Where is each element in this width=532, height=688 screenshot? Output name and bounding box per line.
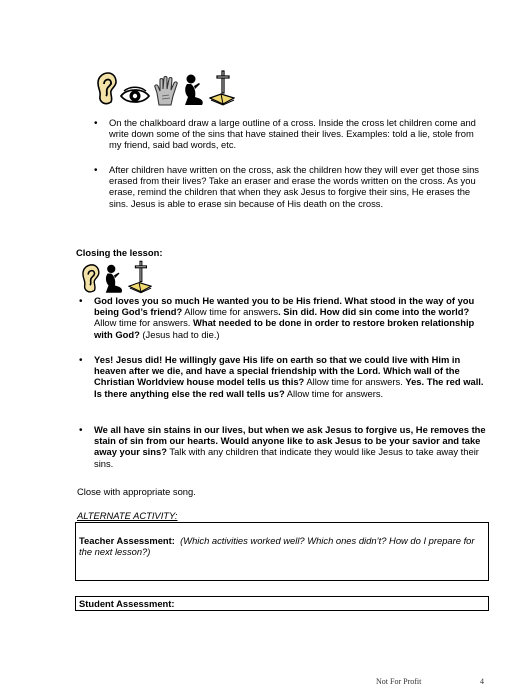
eye-icon bbox=[120, 86, 150, 106]
teacher-assessment-text: Teacher Assessment: (Which activities worked well? Which ones didn’t? How do I prepare for the next lesson?) bbox=[79, 535, 475, 558]
closing-paragraph: We all have sin stains in our lives, but when we ask Jesus to forgive us, He removes the stain of sin from our hearts. Would anyone like to ask Jesus to be your savior and take away your sins? Talk with any children that indicate they would like Jesus to take away their sins. bbox=[94, 424, 486, 469]
bible-cross-icon bbox=[128, 260, 152, 294]
alternate-activity-label: ALTERNATE ACTIVITY: bbox=[77, 510, 178, 521]
teacher-assessment-box bbox=[75, 522, 489, 581]
closing-song-note: Close with appropriate song. bbox=[77, 486, 196, 497]
ear-icon bbox=[80, 264, 100, 294]
kneeling-prayer-icon bbox=[182, 74, 206, 106]
activity-instruction: After children have written on the cross, ask the children how they will ever get those sins erased from their lives? Take an eraser and erase the words written on the cross. As you erase, remind the children that when they ask Jesus to forgive their sins, He erases the sins. Jesus is able to erase sin because of His death on the cross. bbox=[109, 164, 479, 209]
activity-instruction: On the chalkboard draw a large outline of a cross. Inside the cross let children come and write down some of the sins that have stained their lives. Examples: told a lie, stole from my friend, said bad words, etc. bbox=[109, 117, 476, 151]
footer-note: Not For Profit bbox=[376, 677, 422, 686]
section-heading: Closing the lesson: bbox=[76, 247, 163, 258]
page-number: 4 bbox=[480, 677, 484, 686]
kneeling-prayer-icon bbox=[103, 264, 125, 294]
hand-icon bbox=[153, 76, 179, 106]
closing-paragraph: Yes! Jesus did! He willingly gave His life on earth so that we could live with Him in heaven after we die, and have a special friendship with the Lord. Which wall of the Christian Worldview house model tells us this? Allow time for answers. Yes. The red wall. Is there anything else the red wall tells us? Allow time for answers. bbox=[94, 354, 484, 399]
closing-icon-row bbox=[80, 260, 152, 294]
student-assessment-label: Student Assessment: bbox=[79, 598, 175, 609]
closing-paragraph: God loves you so much He wanted you to be His friend. What stood in the way of you being God’s friend? Allow time for answers. Sin did. How did sin come into the world? Allow time for answers. What needed to be done in order to restore broken relationship with God? (Jesus had to die.) bbox=[94, 295, 475, 340]
bible-cross-icon bbox=[209, 70, 235, 106]
section1-icon-row bbox=[95, 70, 235, 106]
ear-icon bbox=[95, 72, 117, 106]
student-assessment-box bbox=[75, 596, 489, 611]
